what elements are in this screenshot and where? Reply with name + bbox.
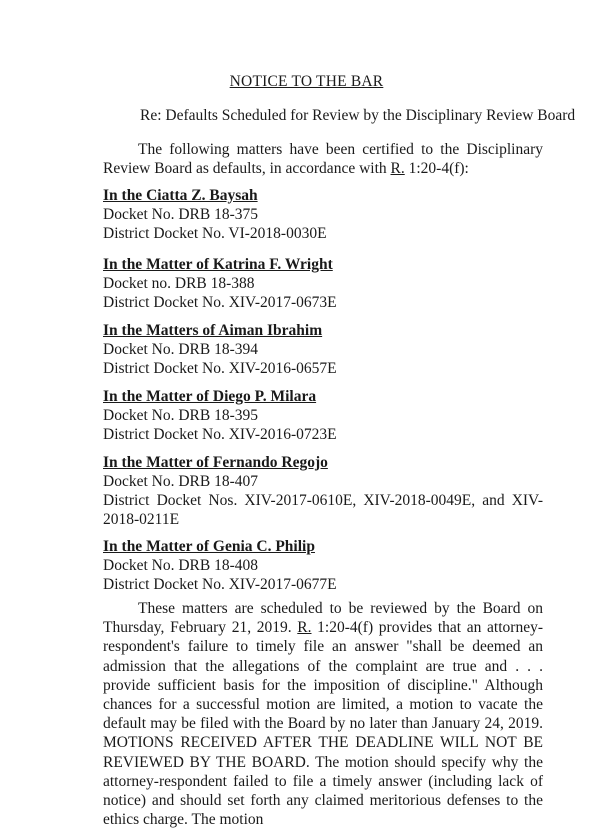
matter-heading: In the Matter of Fernando Regojo [103,454,328,471]
district-docket-number: District Docket No. XIV-2017-0673E [103,294,337,311]
docket-number: Docket No. DRB 18-407 [103,473,258,490]
subject-line: Re: Defaults Scheduled for Review by the Disciplinary Review Board [140,107,576,124]
district-docket-number: District Docket No. XIV-2016-0723E [103,426,337,443]
rule-reference: R. [297,619,312,637]
intro-text-end: 1:20-4(f): [404,160,469,177]
docket-number: Docket No. DRB 18-408 [103,557,258,574]
closing-paragraph [103,599,543,829]
docket-number: Docket No. DRB 18-375 [103,206,258,223]
rule-reference: R. [390,160,405,177]
intro-text: The following matters have been certified to the Disciplinary Review Board as defaults, in accordance with [103,141,543,177]
matter-heading: In the Ciatta Z. Baysah [103,187,258,204]
matter-heading: In the Matters of Aiman Ibrahim [103,322,323,339]
closing-text-end: 1:20-4(f) provides that an attorney-respondent's failure to timely file an answer "shall be deemed an admission that the allegations of the complaint are true and . . . provide sufficient basis for the imposition of discipline." Although chances for a successful motion are limited, a motion to vacate the default may be filed with the Board by no later than January 24, 2019. MOTIONS RECEIVED AFTER THE DEADLINE WILL NOT BE REVIEWED BY THE BOARD. The motion should specify why the attorney-respondent failed to file a timely answer (including lack of notice) and should set forth any claimed meritorious defenses to the ethics charge. The motion [103,619,543,829]
district-docket-number: District Docket No. XIV-2017-0677E [103,576,337,593]
matter-regojo [103,453,543,529]
matter-ibrahim [103,321,543,378]
intro-paragraph [103,140,543,178]
matter-baysah [103,186,543,243]
matter-philip [103,537,543,594]
district-docket-number: District Docket No. XIV-2016-0657E [103,360,337,377]
docket-number: Docket No. DRB 18-394 [103,341,258,358]
docket-number: Docket No. DRB 18-395 [103,407,258,424]
matter-wright [103,255,543,312]
page-title: NOTICE TO THE BAR [229,73,384,90]
district-docket-number: District Docket Nos. XIV-2017-0610E, XIV-2018-0049E, and XIV-2018-0211E [103,492,543,528]
matter-heading: In the Matter of Genia C. Philip [103,538,315,555]
matter-heading: In the Matter of Diego P. Milara [103,388,317,405]
district-docket-number: District Docket No. VI-2018-0030E [103,225,327,242]
closing-text: These matters are scheduled to be reviewed by the Board on Thursday, February 21, 2019. [103,600,543,637]
matter-milara [103,387,543,444]
matter-heading: In the Matter of Katrina F. Wright [103,256,333,273]
docket-number: Docket no. DRB 18-388 [103,275,255,292]
